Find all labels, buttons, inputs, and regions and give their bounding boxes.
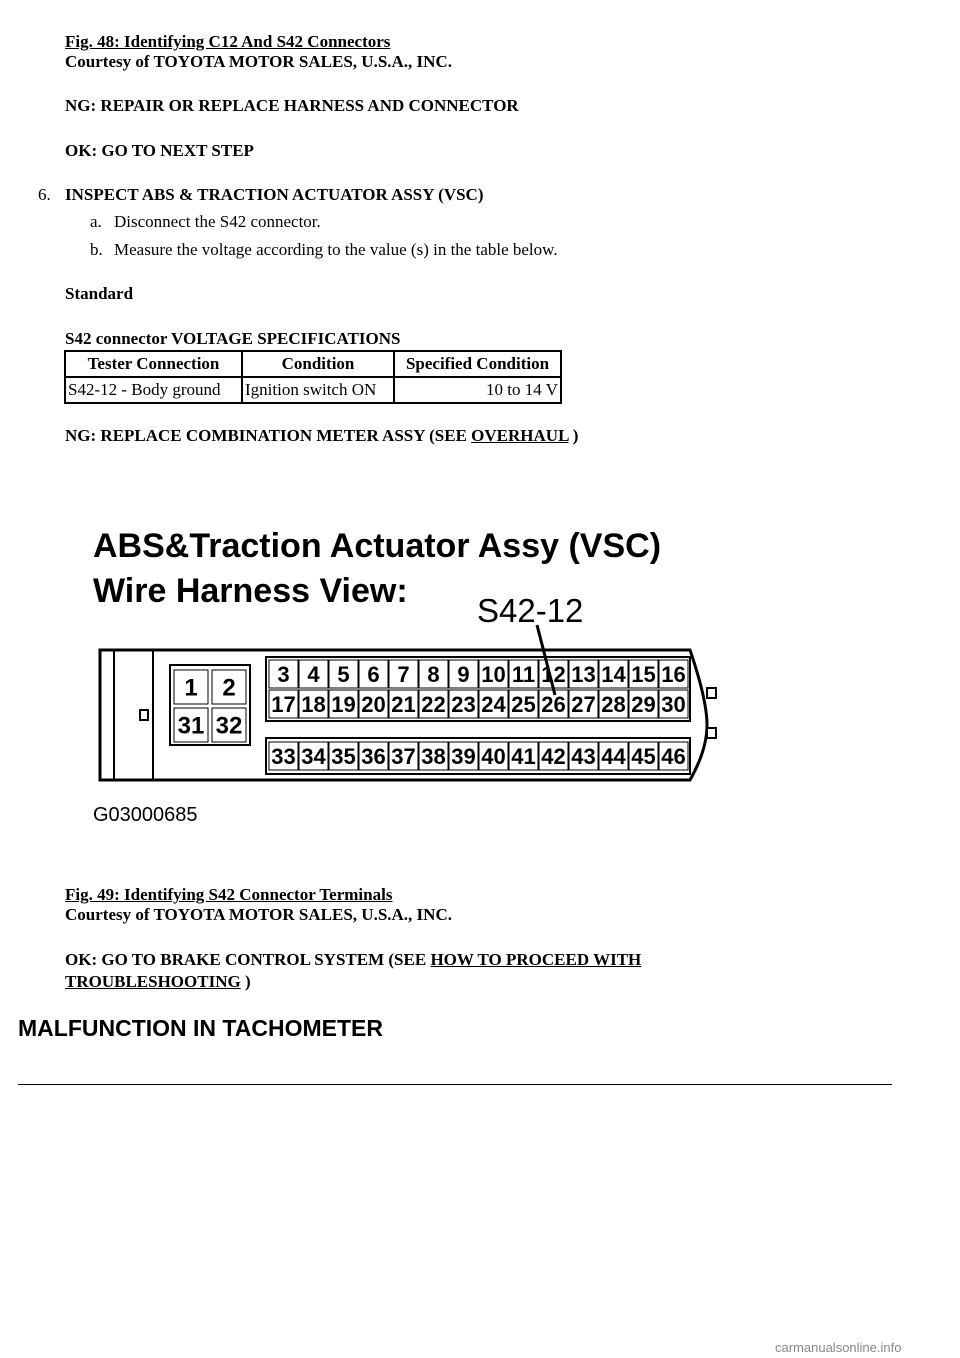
connector-pin-label: 45 xyxy=(631,743,656,769)
pin-group-left xyxy=(174,670,246,742)
ok-brake-text xyxy=(65,950,641,970)
pin-group-right xyxy=(269,660,688,770)
table-row xyxy=(65,377,561,403)
connector-pin-label: 5 xyxy=(337,661,350,687)
ng-replace-prefix: NG: REPLACE COMBINATION METER ASSY (SEE xyxy=(65,426,472,445)
table-header-specified: Specified Condition xyxy=(394,351,561,377)
connector-pin-label: 41 xyxy=(511,743,536,769)
connector-pin-label: 29 xyxy=(631,691,656,717)
connector-pin-label: 14 xyxy=(601,661,626,687)
connector-pin-label: 20 xyxy=(361,691,386,717)
table-header-row xyxy=(65,351,561,377)
voltage-spec-table xyxy=(64,350,562,404)
connector-pin-label: 12 xyxy=(541,661,566,687)
table-cell: Ignition switch ON xyxy=(242,377,394,403)
connector-pin-label: 36 xyxy=(361,743,386,769)
connector-pin-label: 2 xyxy=(222,674,236,702)
connector-pin-label: 15 xyxy=(631,661,656,687)
connector-pin-label: 21 xyxy=(391,691,416,717)
ok-brake-prefix: OK: GO TO BRAKE CONTROL SYSTEM (SEE xyxy=(65,950,431,969)
connector-pin-label: 43 xyxy=(571,743,596,769)
connector-pin-label: 26 xyxy=(541,691,566,717)
table-cell: 10 to 14 V xyxy=(394,377,561,403)
step-title: INSPECT ABS & TRACTION ACTUATOR ASSY (VSC) xyxy=(65,185,484,204)
standard-label: Standard xyxy=(65,284,134,303)
connector-pin-label: 8 xyxy=(427,661,440,687)
connector-pin-label: 42 xyxy=(541,743,566,769)
figure-title-line1: ABS&Traction Actuator Assy (VSC) xyxy=(93,527,662,565)
connector-pin-label: 3 xyxy=(277,661,290,687)
figure-code: G03000685 xyxy=(93,804,198,826)
connector-pin-label: 30 xyxy=(661,691,686,717)
fig48-caption: Fig. 48: Identifying C12 And S42 Connectors xyxy=(65,32,391,51)
connector-pin-label: 27 xyxy=(571,691,596,717)
connector-pin-label: 10 xyxy=(481,661,506,687)
connector-pin-label: 17 xyxy=(271,691,296,717)
connector-pin-label: 28 xyxy=(601,691,626,717)
connector-pin-label: 19 xyxy=(331,691,356,717)
troubleshooting-link[interactable]: TROUBLESHOOTING xyxy=(65,972,241,991)
connector-pin-label: 37 xyxy=(391,743,416,769)
connector-diagram xyxy=(90,520,730,830)
connector-pin-label: 46 xyxy=(661,743,686,769)
connector-pin-label: 18 xyxy=(301,691,326,717)
overhaul-link[interactable]: OVERHAUL xyxy=(471,426,569,445)
table-cell: S42-12 - Body ground xyxy=(65,377,242,403)
figure-title-line2: Wire Harness View: xyxy=(93,572,408,610)
connector-pin-label: 23 xyxy=(451,691,476,717)
ng-replace-suffix: ) xyxy=(568,426,579,445)
ok-next-step-text: OK: GO TO NEXT STEP xyxy=(65,141,254,160)
connector-pin-label: 1 xyxy=(184,674,198,702)
section-divider xyxy=(18,1084,892,1085)
connector-pin-label: 31 xyxy=(177,712,205,740)
callout-label: S42-12 xyxy=(477,592,584,629)
how-to-proceed-link[interactable]: HOW TO PROCEED WITH xyxy=(430,950,642,969)
connector-pin-label: 16 xyxy=(661,661,686,687)
connector-pin-label: 4 xyxy=(307,661,320,687)
fig49-courtesy: Courtesy of TOYOTA MOTOR SALES, U.S.A., INC. xyxy=(65,905,452,924)
connector-pin-label: 44 xyxy=(601,743,626,769)
step-number: 6. xyxy=(38,185,51,204)
table-header-condition: Condition xyxy=(242,351,394,377)
fig49-caption: Fig. 49: Identifying S42 Connector Terminals xyxy=(65,885,393,904)
fig48-courtesy: Courtesy of TOYOTA MOTOR SALES, U.S.A., INC. xyxy=(65,52,452,71)
connector-pin-label: 32 xyxy=(215,712,243,740)
table-header-tester: Tester Connection xyxy=(65,351,242,377)
watermark: carmanualsonline.info xyxy=(775,1340,902,1355)
connector-pin-label: 39 xyxy=(451,743,476,769)
connector-pin-label: 40 xyxy=(481,743,506,769)
connector-latch xyxy=(707,688,716,698)
connector-pin-label: 9 xyxy=(457,661,470,687)
step-item-marker-b: b. xyxy=(90,240,103,259)
table-title: S42 connector VOLTAGE SPECIFICATIONS xyxy=(65,329,401,348)
connector-pin-label: 6 xyxy=(367,661,380,687)
section-heading: MALFUNCTION IN TACHOMETER xyxy=(18,1015,383,1041)
connector-latch xyxy=(140,710,148,720)
step-item-marker-a: a. xyxy=(90,212,102,231)
ng-replace-text xyxy=(65,426,578,446)
step-item-b: Measure the voltage according to the value (s) in the table below. xyxy=(114,240,558,259)
ng-repair-text: NG: REPAIR OR REPLACE HARNESS AND CONNECTOR xyxy=(65,96,519,115)
connector-pin-label: 25 xyxy=(511,691,536,717)
connector-pin-label: 7 xyxy=(397,661,410,687)
ok-brake-text-line2 xyxy=(65,972,251,992)
connector-pin-label: 22 xyxy=(421,691,446,717)
connector-pin-label: 33 xyxy=(271,743,296,769)
connector-latch xyxy=(707,728,716,738)
step-item-a: Disconnect the S42 connector. xyxy=(114,212,321,231)
ok-brake-suffix: ) xyxy=(240,972,251,991)
connector-pin-label: 13 xyxy=(571,661,596,687)
connector-pin-label: 24 xyxy=(481,691,506,717)
connector-pin-label: 34 xyxy=(301,743,326,769)
connector-pin-label: 38 xyxy=(421,743,446,769)
connector-pin-label: 35 xyxy=(331,743,356,769)
connector-pin-label: 11 xyxy=(511,661,536,687)
